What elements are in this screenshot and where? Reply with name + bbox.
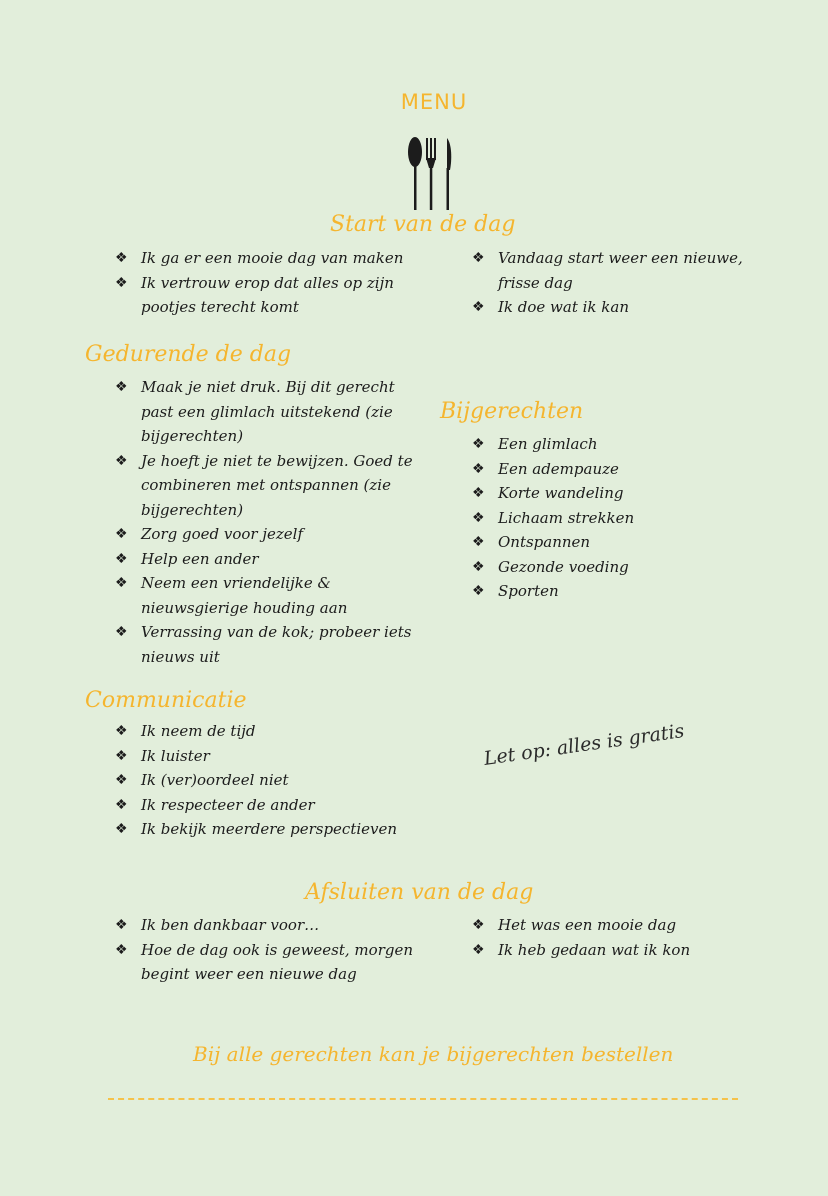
list-item: ❖ Ik bekijk meerdere perspectieven [115, 817, 415, 842]
list-item: ❖ Ik ben dankbaar voor… [115, 913, 415, 938]
list-item: ❖ Ik doe wat ik kan [472, 295, 762, 320]
list-item: ❖ Help een ander [115, 547, 415, 572]
dashed-divider [108, 1098, 738, 1100]
start-list-right [472, 246, 762, 320]
communicatie-heading: Communicatie [85, 688, 247, 713]
list-item: ❖ Een glimlach [472, 432, 762, 457]
afsluiten-heading: Afsluiten van de dag [305, 880, 534, 905]
list-item: ❖ Ontspannen [472, 530, 762, 555]
list-item: ❖ Hoe de dag ook is geweest, morgen begint weer een nieuwe dag [115, 938, 415, 987]
list-item: ❖ Maak je niet druk. Bij dit gerecht past een glimlach uitstekend (zie bijgerechten) [115, 375, 415, 449]
list-item: ❖ Ik luister [115, 744, 415, 769]
list-item: ❖ Sporten [472, 579, 762, 604]
list-item: ❖ Zorg goed voor jezelf [115, 522, 415, 547]
bijgerechten-heading: Bijgerechten [440, 399, 584, 424]
menu-title: MENU [400, 90, 468, 114]
start-heading: Start van de dag [330, 212, 516, 237]
list-item: ❖ Neem een vriendelijke & nieuwsgierige houding aan [115, 571, 415, 620]
list-item: ❖ Vandaag start weer een nieuwe, frisse dag [472, 246, 762, 295]
afsluiten-list-left [115, 913, 415, 987]
list-item: ❖ Je hoeft je niet te bewijzen. Goed te combineren met ontspannen (zie bijgerechten) [115, 449, 415, 523]
gedurende-list [115, 375, 415, 669]
bijgerechten-list [472, 432, 762, 604]
list-item: ❖ Korte wandeling [472, 481, 762, 506]
list-item: ❖ Een adempauze [472, 457, 762, 482]
gratis-note: Let op: alles is gratis [482, 719, 686, 770]
list-item: ❖ Ik ga er een mooie dag van maken [115, 246, 415, 271]
communicatie-list [115, 719, 415, 842]
afsluiten-list-right [472, 913, 762, 962]
footer-note: Bij alle gerechten kan je bijgerechten bestellen [193, 1042, 674, 1066]
list-item: ❖ Verrassing van de kok; probeer iets nieuws uit [115, 620, 415, 669]
cutlery-icon [406, 136, 456, 212]
gedurende-heading: Gedurende de dag [85, 342, 292, 367]
list-item: ❖ Lichaam strekken [472, 506, 762, 531]
list-item: ❖ Het was een mooie dag [472, 913, 762, 938]
list-item: ❖ Gezonde voeding [472, 555, 762, 580]
start-list-left [115, 246, 415, 320]
list-item: ❖ Ik neem de tijd [115, 719, 415, 744]
list-item: ❖ Ik (ver)oordeel niet [115, 768, 415, 793]
list-item: ❖ Ik vertrouw erop dat alles op zijn pootjes terecht komt [115, 271, 415, 320]
list-item: ❖ Ik heb gedaan wat ik kon [472, 938, 762, 963]
list-item: ❖ Ik respecteer de ander [115, 793, 415, 818]
